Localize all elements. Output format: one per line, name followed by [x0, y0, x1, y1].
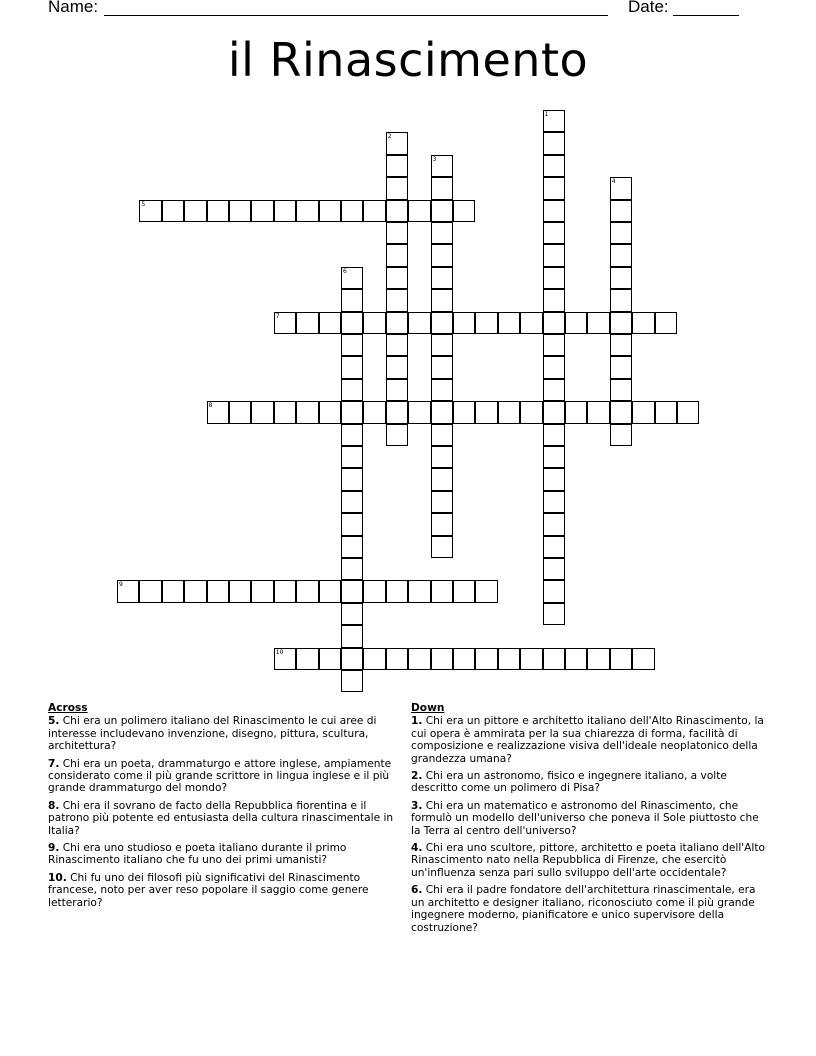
- grid-cell[interactable]: [408, 401, 430, 423]
- grid-cell[interactable]: [431, 648, 453, 670]
- grid-cell[interactable]: [431, 536, 453, 558]
- grid-cell[interactable]: [363, 200, 385, 222]
- grid-cell[interactable]: [341, 401, 363, 423]
- grid-cell[interactable]: [363, 401, 385, 423]
- grid-cell[interactable]: [610, 356, 632, 378]
- grid-cell[interactable]: [363, 312, 385, 334]
- grid-cell[interactable]: [319, 648, 341, 670]
- grid-cell[interactable]: [408, 580, 430, 602]
- grid-cell[interactable]: [610, 312, 632, 334]
- grid-cell[interactable]: [543, 132, 565, 154]
- grid-cell[interactable]: [543, 648, 565, 670]
- grid-cell[interactable]: [498, 401, 520, 423]
- grid-cell[interactable]: [274, 401, 296, 423]
- grid-cell[interactable]: [431, 244, 453, 266]
- grid-cell[interactable]: [498, 312, 520, 334]
- grid-cell[interactable]: [543, 401, 565, 423]
- grid-cell[interactable]: [431, 468, 453, 490]
- grid-cell[interactable]: [453, 200, 475, 222]
- grid-cell[interactable]: [431, 401, 453, 423]
- grid-cell[interactable]: [341, 558, 363, 580]
- grid-cell[interactable]: [386, 334, 408, 356]
- grid-cell[interactable]: [431, 334, 453, 356]
- grid-cell[interactable]: [341, 670, 363, 692]
- grid-cell[interactable]: [229, 401, 251, 423]
- grid-cell[interactable]: [341, 379, 363, 401]
- grid-cell[interactable]: [453, 312, 475, 334]
- clue-number-label: 5: [141, 200, 146, 208]
- grid-cell[interactable]: [543, 334, 565, 356]
- grid-cell[interactable]: [610, 177, 632, 199]
- grid-cell[interactable]: [296, 401, 318, 423]
- grid-cell[interactable]: [251, 401, 273, 423]
- grid-cell[interactable]: [632, 648, 654, 670]
- clue-number-label: 7: [275, 312, 280, 320]
- grid-cell[interactable]: [319, 401, 341, 423]
- grid-cell[interactable]: [251, 580, 273, 602]
- grid-cell[interactable]: [610, 401, 632, 423]
- grid-cell[interactable]: [431, 222, 453, 244]
- grid-cell[interactable]: [431, 424, 453, 446]
- grid-cell[interactable]: [565, 648, 587, 670]
- grid-cell[interactable]: [341, 648, 363, 670]
- down-clue-6: 6. Chi era il padre fondatore dell'architettura rinascimentale, era un architetto e designer italiano, riconosciuto come il più grande ingegnere moderno, pianificatore e unico supervisore della costruzione?: [411, 884, 756, 934]
- grid-cell[interactable]: [386, 132, 408, 154]
- grid-cell[interactable]: [543, 312, 565, 334]
- grid-cell[interactable]: [632, 401, 654, 423]
- grid-cell[interactable]: [341, 356, 363, 378]
- name-label: Name:: [48, 0, 99, 16]
- grid-cell[interactable]: [386, 424, 408, 446]
- grid-cell[interactable]: [431, 513, 453, 535]
- grid-cell[interactable]: [677, 401, 699, 423]
- clue-number-label: 6: [343, 267, 347, 275]
- grid-cell[interactable]: [184, 580, 206, 602]
- grid-cell[interactable]: [543, 222, 565, 244]
- grid-cell[interactable]: [431, 200, 453, 222]
- down-clue-3: 3. Chi era un matematico e astronomo del Rinascimento, che formulò un modello dell'universo che poneva il Sole piuttosto che la Terra al centro dell'universo?: [411, 799, 759, 837]
- grid-cell[interactable]: [431, 356, 453, 378]
- grid-cell[interactable]: [520, 648, 542, 670]
- down-clue-1: 1. Chi era un pittore e architetto italiano dell'Alto Rinascimento, la cui opera è ammirata per la sua chiarezza di forma, facilità di composizione e realizzazione visiva dell'ideale neoplatonico della grandezza umana?: [411, 715, 764, 765]
- grid-cell[interactable]: [162, 200, 184, 222]
- grid-cell[interactable]: [431, 177, 453, 199]
- across-heading: Across: [48, 702, 88, 714]
- grid-cell[interactable]: [543, 244, 565, 266]
- grid-cell[interactable]: [408, 200, 430, 222]
- grid-cell[interactable]: [207, 401, 229, 423]
- grid-cell[interactable]: [319, 200, 341, 222]
- grid-cell[interactable]: [341, 468, 363, 490]
- grid-cell[interactable]: [386, 177, 408, 199]
- grid-cell[interactable]: [475, 580, 497, 602]
- grid-cell[interactable]: [543, 491, 565, 513]
- across-clue-5: 5. Chi era un polimero italiano del Rinascimento le cui aree di interesse includevano invenzione, disegno, pittura, scultura, architettura?: [48, 715, 377, 753]
- grid-cell[interactable]: [543, 200, 565, 222]
- grid-cell[interactable]: [431, 312, 453, 334]
- grid-cell[interactable]: [386, 648, 408, 670]
- grid-cell[interactable]: [319, 312, 341, 334]
- clue-number-label: 1: [544, 111, 549, 118]
- grid-cell[interactable]: [610, 244, 632, 266]
- down-clues: [411, 702, 771, 939]
- grid-cell[interactable]: [543, 513, 565, 535]
- grid-cell[interactable]: [431, 446, 453, 468]
- grid-cell[interactable]: [543, 356, 565, 378]
- grid-cell[interactable]: [610, 379, 632, 401]
- grid-cell[interactable]: [610, 334, 632, 356]
- grid-cell[interactable]: [543, 424, 565, 446]
- grid-cell[interactable]: [386, 312, 408, 334]
- grid-cell[interactable]: [565, 312, 587, 334]
- grid-cell[interactable]: [431, 580, 453, 602]
- grid-cell[interactable]: [386, 356, 408, 378]
- across-clues: [48, 702, 404, 914]
- grid-cell[interactable]: [543, 603, 565, 625]
- grid-cell[interactable]: [341, 446, 363, 468]
- grid-cell[interactable]: [610, 222, 632, 244]
- grid-cell[interactable]: [386, 200, 408, 222]
- grid-cell[interactable]: [386, 289, 408, 311]
- grid-cell[interactable]: [386, 401, 408, 423]
- grid-cell[interactable]: [587, 648, 609, 670]
- grid-cell[interactable]: [565, 401, 587, 423]
- grid-cell[interactable]: [498, 648, 520, 670]
- grid-cell[interactable]: [475, 401, 497, 423]
- grid-cell[interactable]: [229, 200, 251, 222]
- grid-cell[interactable]: [632, 312, 654, 334]
- grid-cell[interactable]: [520, 312, 542, 334]
- grid-cell[interactable]: [610, 289, 632, 311]
- grid-cell[interactable]: [543, 110, 565, 132]
- grid-cell[interactable]: [453, 648, 475, 670]
- grid-cell[interactable]: [386, 267, 408, 289]
- grid-cell[interactable]: [341, 536, 363, 558]
- grid-cell[interactable]: [274, 648, 296, 670]
- grid-cell[interactable]: [251, 200, 273, 222]
- grid-cell[interactable]: [386, 155, 408, 177]
- across-clue-10: 10. Chi fu uno dei filosofi più significativi del Rinascimento francese, noto per aver reso popolare il saggio come genere letterario?: [48, 871, 369, 909]
- grid-cell[interactable]: [408, 648, 430, 670]
- grid-cell[interactable]: [207, 580, 229, 602]
- grid-cell[interactable]: [117, 580, 139, 602]
- grid-cell[interactable]: [543, 379, 565, 401]
- grid-cell[interactable]: [543, 446, 565, 468]
- grid-cell[interactable]: [296, 312, 318, 334]
- grid-cell[interactable]: [610, 267, 632, 289]
- grid-cell[interactable]: [610, 648, 632, 670]
- grid-cell[interactable]: [274, 312, 296, 334]
- grid-cell[interactable]: [162, 580, 184, 602]
- grid-cell[interactable]: [229, 580, 251, 602]
- grid-cell[interactable]: [341, 491, 363, 513]
- grid-cell[interactable]: [431, 155, 453, 177]
- grid-cell[interactable]: [296, 580, 318, 602]
- clue-number-label: 3: [432, 155, 437, 163]
- grid-cell[interactable]: [655, 401, 677, 423]
- grid-cell[interactable]: [587, 312, 609, 334]
- grid-cell[interactable]: [386, 379, 408, 401]
- grid-cell[interactable]: [274, 200, 296, 222]
- across-clue-8: 8. Chi era il sovrano de facto della Repubblica fiorentina e il patrono più potente ed entusiasta della cultura rinascimentale in Italia?: [48, 799, 394, 837]
- grid-cell[interactable]: [543, 558, 565, 580]
- grid-cell[interactable]: [543, 580, 565, 602]
- grid-cell[interactable]: [587, 401, 609, 423]
- clue-number-label: 9: [119, 581, 123, 589]
- grid-cell[interactable]: [431, 491, 453, 513]
- clue-number-label: 10: [275, 648, 284, 656]
- down-heading: Down: [411, 702, 445, 714]
- grid-cell[interactable]: [341, 334, 363, 356]
- grid-cell[interactable]: [543, 468, 565, 490]
- grid-cell[interactable]: [139, 580, 161, 602]
- clue-number-label: 2: [387, 133, 392, 141]
- grid-cell[interactable]: [341, 289, 363, 311]
- grid-cell[interactable]: [386, 222, 408, 244]
- grid-cell[interactable]: [363, 580, 385, 602]
- grid-cell[interactable]: [296, 648, 318, 670]
- date-label: Date:: [628, 0, 669, 16]
- puzzle-title: il Rinascimento: [227, 33, 589, 87]
- grid-cell[interactable]: [610, 424, 632, 446]
- grid-cell[interactable]: [543, 155, 565, 177]
- clue-number-label: 4: [611, 178, 616, 186]
- grid-cell[interactable]: [296, 200, 318, 222]
- grid-cell[interactable]: [408, 312, 430, 334]
- grid-cell[interactable]: [610, 200, 632, 222]
- grid-cell[interactable]: [341, 603, 363, 625]
- grid-cell[interactable]: [139, 200, 161, 222]
- down-clue-2: 2. Chi era un astronomo, fisico e ingegnere italiano, a volte descritto come un polimero di Pisa?: [411, 770, 727, 795]
- grid-cell[interactable]: [341, 625, 363, 647]
- grid-cell[interactable]: [655, 312, 677, 334]
- grid-cell[interactable]: [184, 200, 206, 222]
- grid-cell[interactable]: [274, 580, 296, 602]
- grid-cell[interactable]: [319, 580, 341, 602]
- grid-cell[interactable]: [341, 424, 363, 446]
- across-clue-9: 9. Chi era uno studioso e poeta italiano durante il primo Rinascimento italiano che fu uno dei primi umanisti?: [48, 842, 347, 867]
- grid-cell[interactable]: [341, 267, 363, 289]
- down-clue-4: 4. Chi era uno scultore, pittore, architetto e poeta italiano dell'Alto Rinascimento nato nella Repubblica di Firenze, che esercitò un'influenza senza pari sullo sviluppo dell'arte occidentale?: [411, 842, 765, 879]
- grid-cell[interactable]: [543, 177, 565, 199]
- grid-cell[interactable]: [431, 289, 453, 311]
- grid-cell[interactable]: [520, 401, 542, 423]
- grid-cell[interactable]: [386, 244, 408, 266]
- grid-cell[interactable]: [341, 312, 363, 334]
- grid-cell[interactable]: [431, 379, 453, 401]
- grid-cell[interactable]: [341, 580, 363, 602]
- grid-cell[interactable]: [453, 580, 475, 602]
- grid-cell[interactable]: [543, 267, 565, 289]
- grid-cell[interactable]: [475, 648, 497, 670]
- clue-number-label: 8: [208, 402, 213, 410]
- grid-cell[interactable]: [543, 289, 565, 311]
- grid-cell[interactable]: [543, 536, 565, 558]
- grid-cell[interactable]: [386, 580, 408, 602]
- grid-cell[interactable]: [453, 401, 475, 423]
- grid-cell[interactable]: [363, 648, 385, 670]
- grid-cell[interactable]: [475, 312, 497, 334]
- grid-cell[interactable]: [431, 267, 453, 289]
- grid-cell[interactable]: [341, 513, 363, 535]
- grid-cell[interactable]: [341, 200, 363, 222]
- grid-cell[interactable]: [207, 200, 229, 222]
- across-clue-7: 7. Chi era un poeta, drammaturgo e attore inglese, ampiamente considerato come il più grande scrittore in lingua inglese e il più grande drammaturgo del mondo?: [48, 757, 392, 795]
